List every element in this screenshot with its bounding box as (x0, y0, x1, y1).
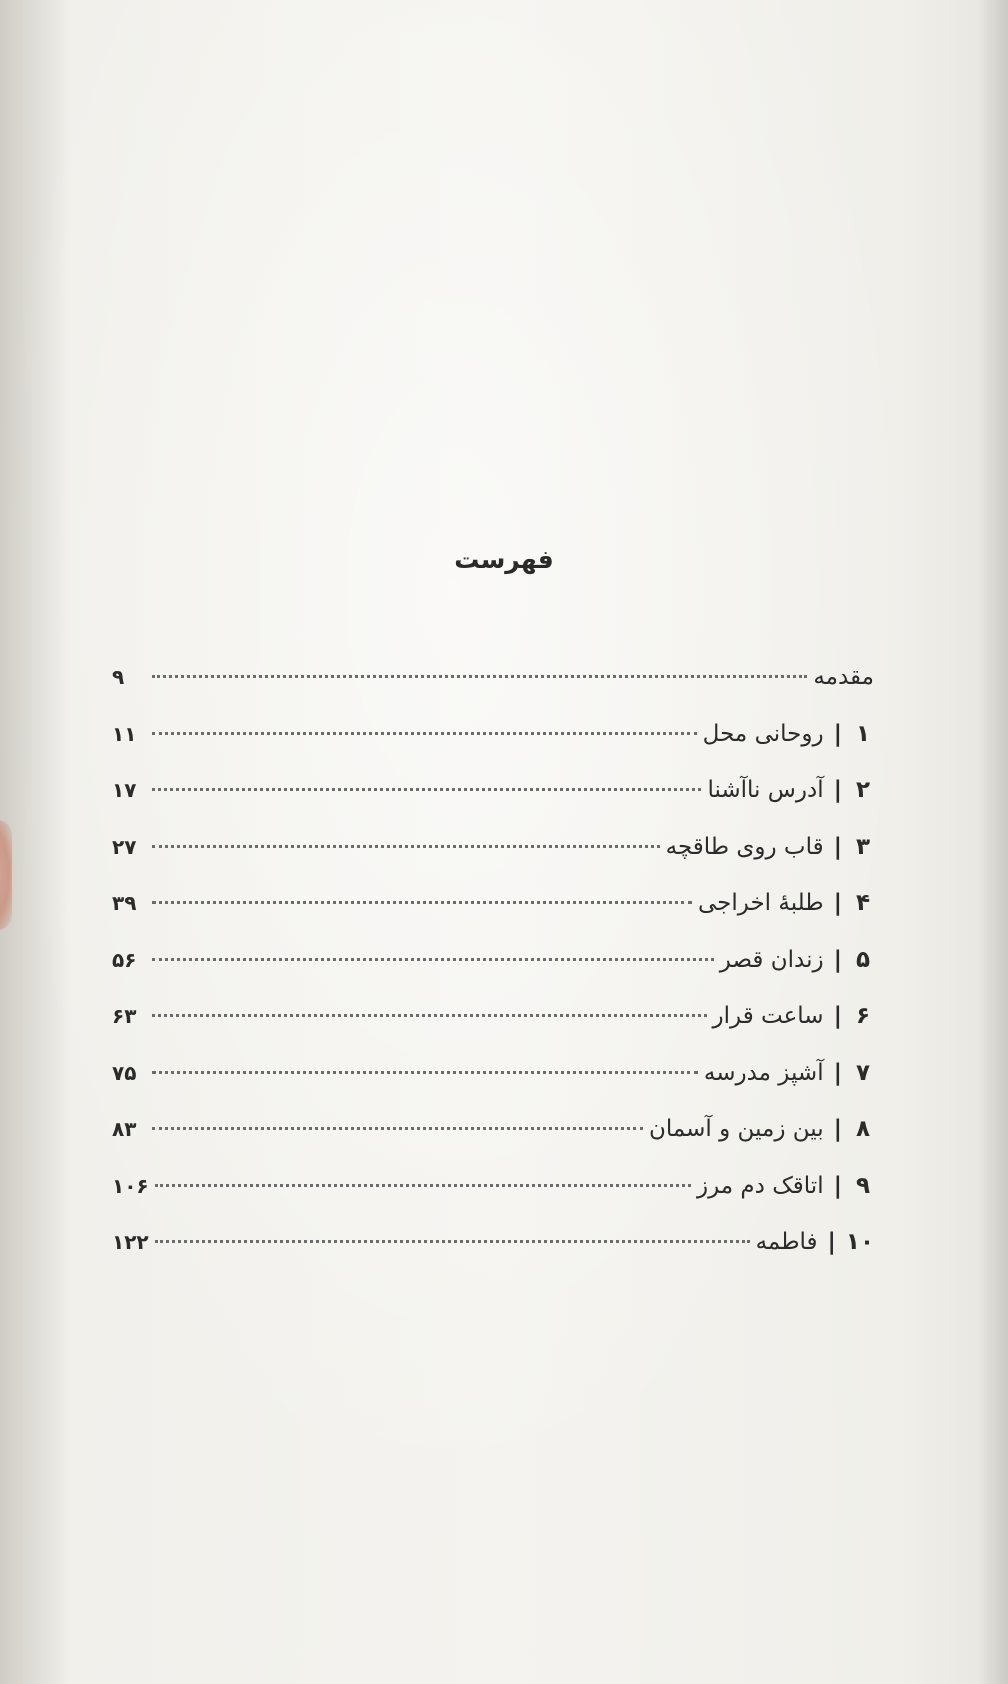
toc-leader-dots (152, 1127, 643, 1130)
thumb (0, 820, 12, 930)
chapter-separator: | (833, 720, 842, 747)
toc-page-number: ۵۶ (112, 947, 137, 972)
toc-leader-dots (155, 1184, 691, 1187)
toc-leader-dots (152, 1014, 707, 1017)
toc-entry-title: ساعت قرار (712, 1003, 824, 1029)
chapter-number: ۸ (855, 1116, 871, 1142)
toc-entry-9 (112, 1173, 874, 1230)
toc-page-number: ۲۷ (112, 834, 137, 859)
toc-entry-title: طلبهٔ اخراجی (698, 890, 824, 916)
toc-entry-8 (112, 1116, 874, 1173)
toc-page-number: ۳۹ (112, 891, 137, 915)
chapter-separator: | (833, 1059, 842, 1086)
toc-page-number: ۱۷ (112, 778, 137, 802)
chapter-separator: | (833, 946, 842, 973)
chapter-separator: | (827, 1229, 836, 1255)
toc-entry-6 (112, 1003, 874, 1060)
toc-page-number: ۱۲۲ (112, 1230, 149, 1254)
toc-entry-3 (112, 834, 874, 891)
chapter-number: ۲ (855, 777, 871, 803)
chapter-number: ۳ (855, 833, 871, 860)
toc-leader-dots (152, 845, 660, 848)
toc-entry-title: بین زمین و آسمان (648, 1116, 824, 1142)
toc-entry-title: فاطمه (755, 1229, 818, 1255)
chapter-number: ۱ (855, 720, 871, 747)
toc-entry-title: قاب روی طاقچه (665, 833, 824, 860)
chapter-separator: | (833, 777, 842, 803)
toc-entry-title: روحانی محل (702, 720, 824, 747)
toc-entry-2 (112, 777, 874, 834)
toc-leader-dots (152, 732, 697, 735)
chapter-number: ۵ (855, 946, 871, 973)
toc-entry-title: مقدمه (813, 664, 874, 690)
chapter-number: ۹ (855, 1172, 871, 1199)
toc-title: فهرست (454, 545, 554, 574)
chapter-separator: | (833, 1003, 842, 1029)
chapter-number: ۷ (855, 1059, 871, 1086)
toc-entry-1 (112, 721, 874, 778)
toc-entry-title: آشپز مدرسه (703, 1059, 824, 1086)
toc-leader-dots (152, 675, 807, 678)
toc-entry-title: زندان قصر (719, 946, 824, 973)
toc-page-number: ۹ (112, 665, 125, 689)
table-of-contents (112, 664, 874, 1286)
toc-page-number: ۱۰۶ (112, 1173, 149, 1198)
toc-leader-dots (152, 958, 714, 961)
toc-entry-introduction (112, 664, 874, 721)
toc-entry-4 (112, 890, 874, 947)
chapter-number: ۶ (855, 1003, 871, 1029)
toc-leader-dots (152, 788, 701, 791)
chapter-separator: | (833, 833, 842, 860)
toc-page-number: ۶۳ (112, 1004, 137, 1028)
toc-page-number: ۷۵ (112, 1060, 137, 1085)
toc-entry-5 (112, 947, 874, 1004)
toc-leader-dots (152, 1071, 698, 1074)
toc-entry-title: اتاقک دم مرز (696, 1172, 824, 1199)
toc-entry-7 (112, 1060, 874, 1117)
toc-page-number: ۸۳ (112, 1117, 137, 1141)
toc-entry-title: آدرس ناآشنا (707, 777, 824, 803)
chapter-number: ۴ (855, 890, 871, 916)
toc-page-number: ۱۱ (112, 721, 137, 746)
toc-entry-10 (112, 1229, 874, 1286)
chapter-separator: | (833, 1116, 842, 1142)
chapter-number: ۱۰ (845, 1229, 874, 1255)
chapter-separator: | (833, 890, 842, 916)
toc-leader-dots (152, 901, 692, 904)
chapter-separator: | (833, 1172, 842, 1199)
toc-leader-dots (155, 1240, 750, 1243)
